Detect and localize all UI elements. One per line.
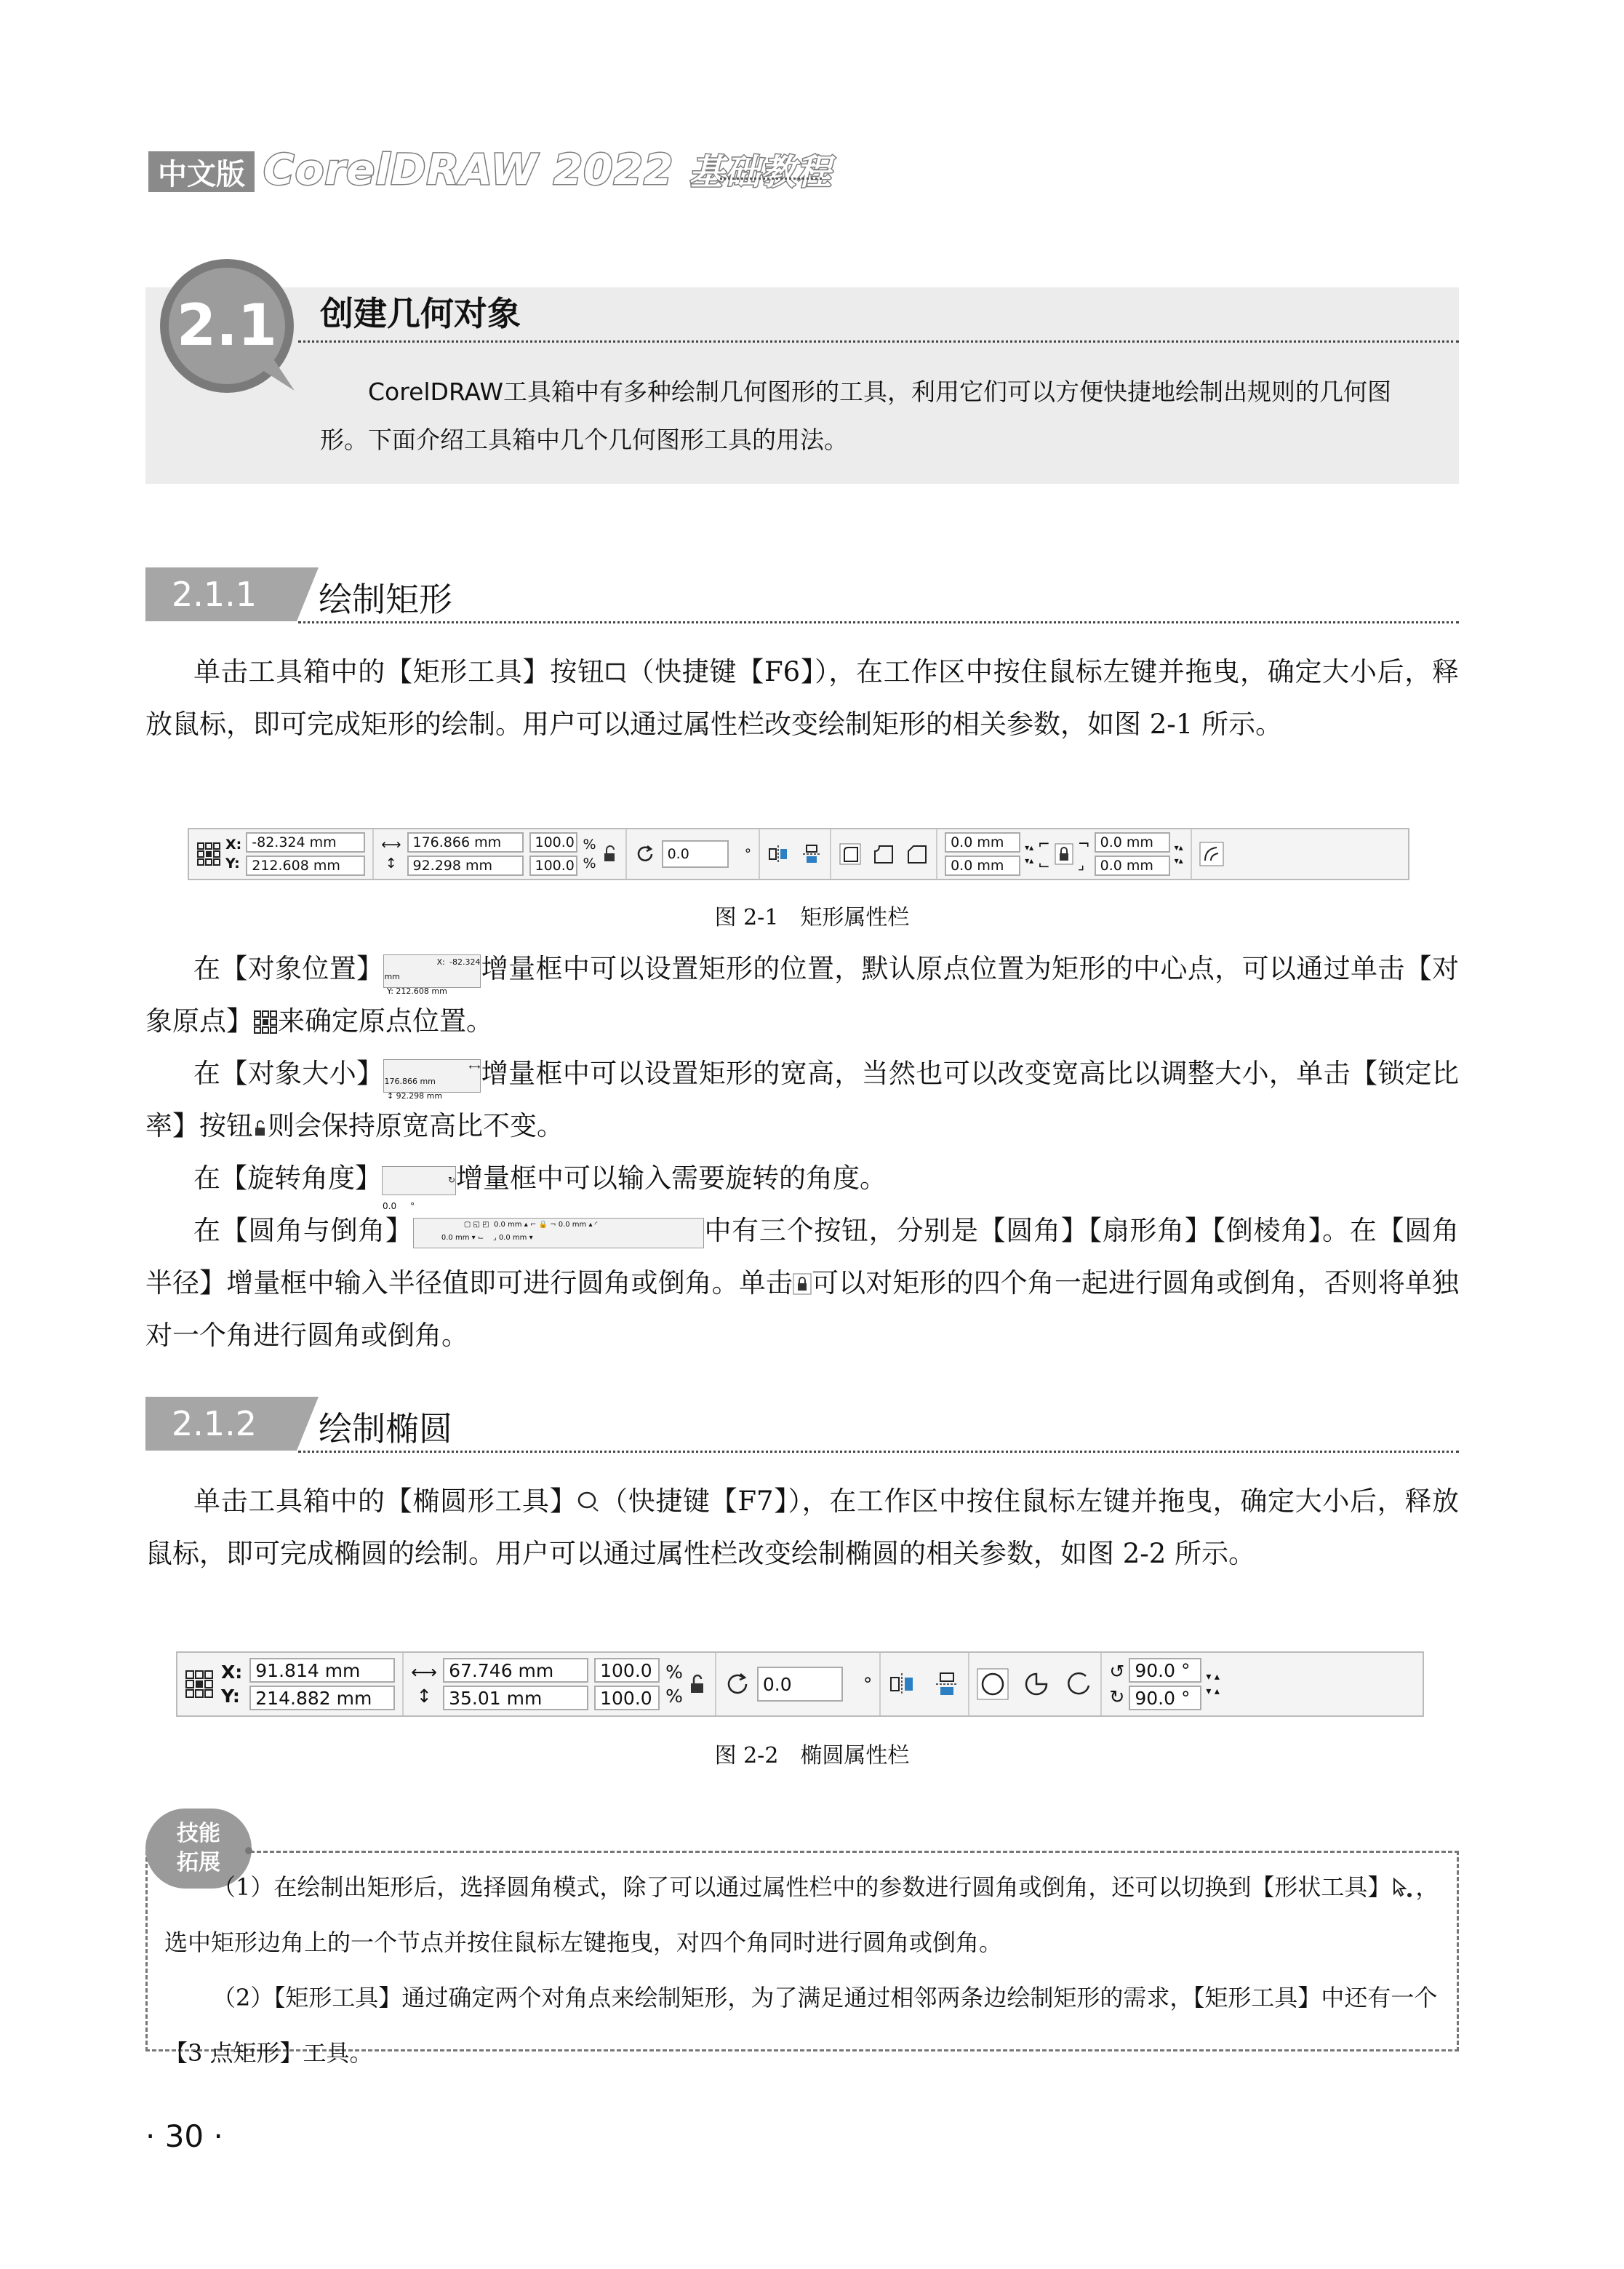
paragraph-corners: 在【圆角与倒角】 ▢ ◱ ◰ 0.0 mm ▴ ⌐ 🔒 ¬ 0.0 mm ▴ ◜ 0.0 mm ▾ ⌙ ⌟ 0.0 mm ▾ 中有三个按钮，分别是【圆角】【扇形角】【倒棱角】。在【圆角半径】增量框中输入半径值即可进行圆角或倒角。单击 可以对矩形的四个角一起进行圆角或倒角，否则将单独对一个角进行圆角或倒角。 xyxy=(145,1215,1460,1351)
end-angle-input[interactable]: 90.0 ° xyxy=(1129,1686,1201,1710)
mirror-horizontal-icon[interactable] xyxy=(888,1670,916,1698)
subsection-rule xyxy=(298,1451,1459,1453)
scalloped-corner-icon[interactable] xyxy=(872,842,895,866)
start-angle-icon: ↺ xyxy=(1109,1661,1125,1682)
paragraph-rotation: 在【旋转角度】 ↻ 0.0 °增量框中可以输入需要旋转的角度。 xyxy=(193,1163,887,1211)
spinner-icon[interactable]: ▾▴ xyxy=(1025,856,1034,866)
corners-inline-figure: ▢ ◱ ◰ 0.0 mm ▴ ⌐ 🔒 ¬ 0.0 mm ▴ ◜ 0.0 mm ▾ ⌙ ⌟ 0.0 mm ▾ xyxy=(413,1218,704,1248)
header-edition: 中文版 xyxy=(148,151,255,192)
rotation-angle-input[interactable]: 0.0 xyxy=(662,840,729,868)
lock-ratio-icon[interactable] xyxy=(689,1674,708,1694)
object-position-inline-figure: X: -82.324 mm Y: 212.608 mm xyxy=(383,954,481,988)
corner-radius-top-right-input[interactable]: 0.0 mm xyxy=(1095,832,1170,853)
pie-mode-icon[interactable] xyxy=(1022,1670,1051,1699)
corner-bottom-icon: ⌙ xyxy=(1038,856,1050,873)
rotate-icon xyxy=(724,1670,751,1698)
corner-top-right-icon: ¬ xyxy=(1077,835,1090,853)
subsection-number: 2.1.1 xyxy=(145,567,297,621)
scale-x-input[interactable]: 100.0 xyxy=(594,1658,660,1683)
page-number: · 30 · xyxy=(145,2118,223,2154)
chamfered-corner-icon[interactable] xyxy=(905,842,929,866)
start-angle-input[interactable]: 90.0 ° xyxy=(1129,1658,1201,1683)
position-y-input[interactable]: 214.882 mm xyxy=(249,1686,395,1710)
scale-x-input[interactable]: 100.0 xyxy=(529,832,577,853)
paragraph-object-size: 在【对象大小】 ⟷ 176.866 mm ↕ 92.298 mm增量框中可以设置矩形的宽高，当然也可以改变宽高比以调整大小，单击【锁定比率】按钮 则会保持原宽高比不变。 xyxy=(145,1058,1460,1141)
object-origin-icon[interactable] xyxy=(196,842,221,866)
spinner-icon[interactable]: ▾▴ xyxy=(1025,842,1034,853)
percent-y-label: % xyxy=(583,856,596,872)
mirror-vertical-icon[interactable] xyxy=(933,1670,961,1698)
header-brand: CorelDRAW 2022 基础教程 xyxy=(263,145,832,194)
percent-y-label: % xyxy=(665,1686,683,1707)
x-label: X: xyxy=(221,1662,243,1683)
spinner-icon[interactable]: ▾▴ xyxy=(1174,842,1183,853)
lock-ratio-icon[interactable] xyxy=(602,845,618,863)
subsection-title: 绘制椭圆 xyxy=(319,1409,452,1448)
width-icon: ⟷ xyxy=(381,837,401,853)
mirror-horizontal-icon[interactable] xyxy=(767,843,789,865)
spinner-icon[interactable]: ▾▴ xyxy=(1174,856,1183,866)
arc-mode-icon[interactable] xyxy=(1064,1670,1093,1699)
height-input[interactable]: 35.01 mm xyxy=(443,1686,588,1710)
section-title: 创建几何对象 xyxy=(320,294,521,333)
x-label: X: xyxy=(225,837,242,853)
paragraph-object-position: 在【对象位置】 X: -82.324 mm Y: 212.608 mm增量框中可以设置矩形的位置，默认原点位置为矩形的中心点，可以通过单击【对象原点】 来确定原点位置。 xyxy=(145,953,1460,1037)
tip-badge-line2: 拓展 xyxy=(177,1850,220,1875)
position-x-input[interactable]: 91.814 mm xyxy=(249,1658,395,1683)
scale-y-input[interactable]: 100.0 xyxy=(594,1686,660,1710)
subsection-number: 2.1.2 xyxy=(145,1397,297,1451)
subsection-rule xyxy=(298,621,1459,623)
end-angle-icon: ↻ xyxy=(1109,1686,1125,1707)
corner-lock-icon[interactable] xyxy=(1055,843,1073,865)
position-x-input[interactable]: -82.324 mm xyxy=(246,832,365,853)
y-label: Y: xyxy=(225,856,240,872)
corner-radius-top-left-input[interactable]: 0.0 mm xyxy=(945,832,1020,853)
figure-caption-2-2: 图 2-2 椭圆属性栏 xyxy=(714,1743,910,1768)
tip-badge-line1: 技能 xyxy=(177,1821,220,1846)
section-title-rule xyxy=(298,340,1459,343)
paragraph-ellipse-intro: 单击工具箱中的【椭圆形工具】 （快捷键【F7】），在工作区中按住鼠标左键并拖曳，确定大小后，释放鼠标，即可完成椭圆的绘制。用户可以通过属性栏改变绘制椭圆的相关参数，如图 2-2 所示。 xyxy=(145,1486,1459,1569)
corner-radius-bottom-right-input[interactable]: 0.0 mm xyxy=(1095,856,1170,876)
rotation-inline-figure: ↻ 0.0 ° xyxy=(382,1166,456,1195)
section-intro-text: CorelDRAW工具箱中有多种绘制几何图形的工具，利用它们可以方便快捷地绘制出规则的几何图形。下面介绍工具箱中几个几何图形工具的用法。 xyxy=(320,378,1391,454)
subsection-title: 绘制矩形 xyxy=(319,580,452,619)
width-input[interactable]: 176.866 mm xyxy=(407,832,524,853)
spinner-icon[interactable]: ▾ ▴ xyxy=(1206,1686,1220,1697)
height-input[interactable]: 92.298 mm xyxy=(407,856,524,876)
rectangle-property-bar xyxy=(188,828,1409,880)
object-size-inline-figure: ⟷ 176.866 mm ↕ 92.298 mm xyxy=(383,1059,481,1093)
spinner-icon[interactable]: ▾ ▴ xyxy=(1206,1671,1220,1683)
paragraph-rect-intro: 单击工具箱中的【矩形工具】按钮 （快捷键【F6】），在工作区中按住鼠标左键并拖曳，确定大小后，释放鼠标，即可完成矩形的绘制。用户可以通过属性栏改变绘制矩形的相关参数，如图 2-1 所示。 xyxy=(145,656,1460,740)
rotation-angle-input[interactable]: 0.0 xyxy=(757,1667,843,1702)
height-icon: ↕ xyxy=(385,856,397,872)
object-origin-icon[interactable] xyxy=(185,1670,214,1699)
degree-label: ° xyxy=(863,1673,873,1695)
y-label: Y: xyxy=(221,1686,240,1707)
tip-item-2: （2）【矩形工具】通过确定两个对角点来绘制矩形，为了满足通过相邻两条边绘制矩形的需求，【矩形工具】中还有一个【3 点矩形】工具。 xyxy=(164,1984,1438,2067)
figure-caption-2-1: 图 2-1 矩形属性栏 xyxy=(714,905,910,930)
tip-item-1: （1）在绘制出矩形后，选择圆角模式，除了可以通过属性栏中的参数进行圆角或倒角，还可以切换到【形状工具】 ，选中矩形边角上的一个节点并按住鼠标左键拖曳，对四个角同时进行圆角或倒角。 xyxy=(164,1873,1439,1956)
corner-top-icon: ⌐ xyxy=(1038,835,1050,853)
corner-bottom-right-icon: ⌟ xyxy=(1077,856,1085,873)
shape-tool-icon xyxy=(1391,1876,1415,1899)
header-dots xyxy=(720,178,822,180)
scale-y-input[interactable]: 100.0 xyxy=(529,856,577,876)
percent-x-label: % xyxy=(583,837,596,853)
width-icon: ⟷ xyxy=(411,1662,438,1683)
round-corner-icon[interactable] xyxy=(839,842,862,866)
percent-x-label: % xyxy=(665,1662,683,1683)
subsection-tab-arrow xyxy=(297,1397,319,1451)
header-series: 基础教程 xyxy=(689,152,832,193)
ellipse-tool-icon xyxy=(577,1490,600,1513)
relative-corner-scaling-icon[interactable] xyxy=(1199,842,1224,866)
degree-label: ° xyxy=(744,846,752,862)
lock-ratio-icon xyxy=(253,1119,268,1138)
width-input[interactable]: 67.746 mm xyxy=(443,1658,588,1683)
corner-lock-icon xyxy=(793,1273,812,1295)
mirror-vertical-icon[interactable] xyxy=(801,843,823,865)
corner-radius-bottom-left-input[interactable]: 0.0 mm xyxy=(945,856,1020,876)
object-origin-icon xyxy=(253,1010,278,1034)
position-y-input[interactable]: 212.608 mm xyxy=(246,856,365,876)
section-number-bubble xyxy=(145,256,305,399)
rotate-icon xyxy=(634,843,656,865)
height-icon: ↕ xyxy=(416,1686,432,1707)
ellipse-mode-icon[interactable] xyxy=(977,1668,1009,1700)
tip-text xyxy=(164,1859,1444,2081)
subsection-tab-arrow xyxy=(297,567,319,621)
ellipse-property-bar xyxy=(176,1651,1424,1717)
rectangle-tool-icon xyxy=(605,662,627,684)
tip-dot xyxy=(244,1846,253,1855)
section-number: 2.1 xyxy=(176,293,278,359)
